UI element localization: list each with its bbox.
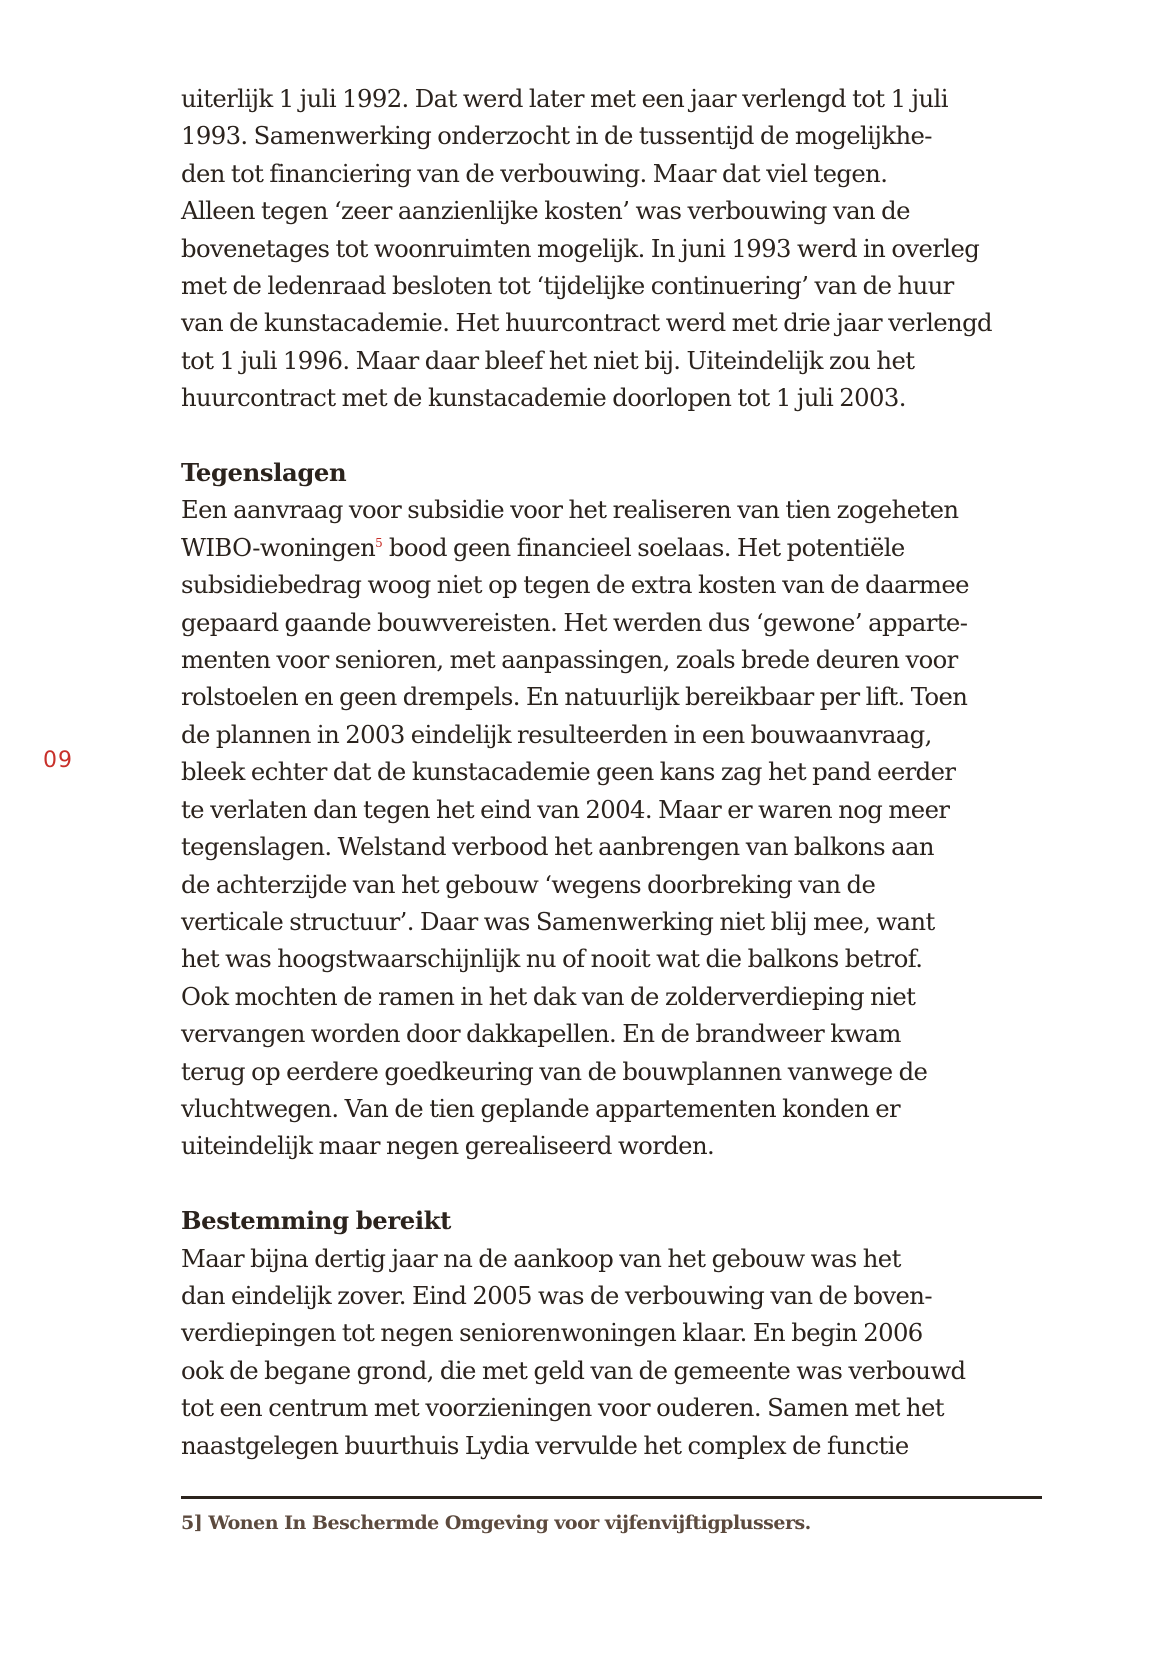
text-line: tot 1 juli 1996. Maar daar bleef het niet bij. Uiteindelijk zou het: [181, 345, 915, 375]
text-line-with-footnote: [181, 529, 1061, 566]
text-line: uiterlijk 1 juli 1992. Dat werd later met een jaar verlengd tot 1 juli: [181, 84, 948, 113]
text-line: Alleen tegen ‘zeer aanzienlijke kosten’ was verbouwing van de: [181, 196, 910, 226]
body-text: [181, 80, 1061, 1464]
text-line: met de ledenraad besloten tot ‘tijdelijke continuering’ van de huur: [181, 271, 954, 301]
text-line: vluchtwegen. Van de tien geplande appartementen konden er: [181, 1093, 901, 1123]
text-line: naastgelegen buurthuis Lydia vervulde het complex de functie: [181, 1430, 909, 1460]
text-line: vervangen worden door dakkapellen. En de brandweer kwam: [181, 1019, 901, 1049]
text-line: terug op eerdere goedkeuring van de bouwplannen vanwege de: [181, 1056, 928, 1086]
section-heading: Tegenslagen: [181, 458, 347, 488]
section-bestemming-bereikt: [181, 1202, 1061, 1464]
text-line: huurcontract met de kunstacademie doorlopen tot 1 juli 2003.: [181, 383, 906, 413]
text-line: ook de begane grond, die met geld van de gemeente was verbouwd: [181, 1355, 966, 1385]
text-line: de plannen in 2003 eindelijk resulteerden in een bouwaanvraag,: [181, 719, 932, 749]
paragraph-gap: [181, 1165, 1061, 1202]
text-line: den tot financiering van de verbouwing. Maar dat viel tegen.: [181, 158, 888, 188]
text-line: verticale structuur’. Daar was Samenwerking niet blij mee, want: [181, 906, 935, 936]
text-line: het was hoogstwaarschijnlijk nu of nooit wat die balkons betrof.: [181, 944, 923, 974]
text-line: van de kunstacademie. Het huurcontract werd met drie jaar verlengd: [181, 308, 992, 338]
text-line: bleek echter dat de kunstacademie geen kans zag het pand eerder: [181, 757, 956, 787]
footnote-divider: [181, 1496, 1042, 1499]
text-line: dan eindelijk zover. Eind 2005 was de verbouwing van de boven-: [181, 1280, 932, 1310]
section-tegenslagen: [181, 454, 1061, 1165]
section-heading: Bestemming bereikt: [181, 1206, 451, 1236]
intro-paragraph: [181, 80, 1061, 417]
text-line: Maar bijna dertig jaar na de aankoop van het gebouw was het: [181, 1243, 901, 1273]
footnote-reference[interactable]: 5: [375, 535, 383, 550]
page-number: 09: [43, 748, 73, 773]
text-line: te verlaten dan tegen het eind van 2004. Maar er waren nog meer: [181, 794, 950, 824]
text-fragment: bood geen financieel soelaas. Het potentiële: [382, 532, 905, 562]
text-line: verdiepingen tot negen seniorenwoningen klaar. En begin 2006: [181, 1318, 923, 1348]
text-line: uiteindelijk maar negen gerealiseerd worden.: [181, 1131, 715, 1161]
text-line: 1993. Samenwerking onderzocht in de tussentijd de mogelijkhe-: [181, 121, 932, 151]
text-line: menten voor senioren, met aanpassingen, zoals brede deuren voor: [181, 645, 958, 675]
text-line: tot een centrum met voorzieningen voor ouderen. Samen met het: [181, 1393, 944, 1423]
text-line: Ook mochten de ramen in het dak van de zolderverdieping niet: [181, 981, 916, 1011]
text-line: bovenetages tot woonruimten mogelijk. In juni 1993 werd in overleg: [181, 233, 980, 263]
text-line: de achterzijde van het gebouw ‘wegens doorbreking van de: [181, 869, 876, 899]
text-line: subsidiebedrag woog niet op tegen de extra kosten van de daarmee: [181, 570, 969, 600]
text-line: Een aanvraag voor subsidie voor het realiseren van tien zogeheten: [181, 495, 959, 525]
text-line: tegenslagen. Welstand verbood het aanbrengen van balkons aan: [181, 832, 934, 862]
text-line: rolstoelen en geen drempels. En natuurlijk bereikbaar per lift. Toen: [181, 682, 968, 712]
text-fragment: WIBO-woningen: [181, 532, 376, 562]
footnote: 5] Wonen In Beschermde Omgeving voor vijfenvijftigplussers.: [181, 1512, 811, 1534]
paragraph-gap: [181, 417, 1061, 454]
text-line: gepaard gaande bouwvereisten. Het werden dus ‘gewone’ apparte-: [181, 607, 968, 637]
